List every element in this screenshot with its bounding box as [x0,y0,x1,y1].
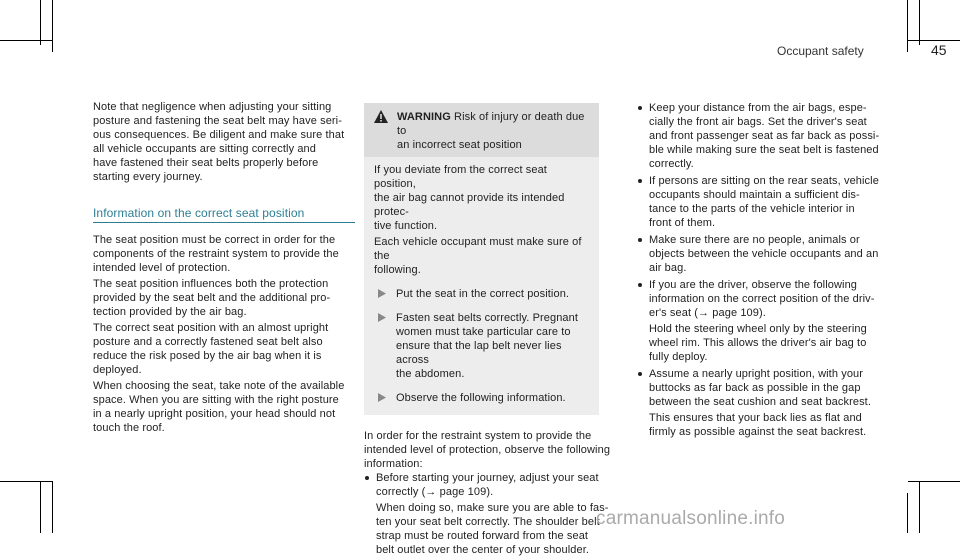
bullet-item: If persons are sitting on the rear seats, vehicle occupants should maintain a sufficient dis- tance to the parts of the vehicle interior in front of them. [637,174,899,230]
bullet-item: Before starting your journey, adjust your seat correctly (→ page 109). When doing so, make sure you are able to fas- ten your seat belt correctly. The shoulder belt strap must be routed forward from the seat belt outlet over the center of your shoulder. [364,471,614,557]
paragraph: In order for the restraint system to provide the intended level of protection, observe the following information: [364,430,611,470]
crop-mark [0,481,52,482]
column-1 [93,100,355,435]
column-2 [364,103,614,557]
subheading: Information on the correct seat position [93,206,355,223]
paragraph: When choosing the seat, take note of the available space. When you are sitting with the right posture in a nearly upright position, your head should not touch the roof. [93,380,345,434]
warning-title: an incorrect seat position [397,139,522,151]
crop-mark [40,0,41,45]
warning-title: Risk of injury or death due to [397,111,585,137]
arrow-icon [378,313,386,322]
warning-label: WARNING [397,111,451,123]
bullet-icon [638,283,642,287]
bullet-icon [638,372,642,376]
crop-mark [52,481,53,533]
paragraph: If you deviate from the correct seat position, the air bag cannot provide its intended protec- tive function. [374,164,565,232]
bullet-icon [365,476,369,480]
step: Put the seat in the correct position. [374,287,589,301]
bullet-item: Make sure there are no people, animals or objects between the vehicle occupants and an air bag. [637,233,899,275]
bullet-item: Assume a nearly upright position, with your buttocks as far back as possible in the gap between the seat cushion and seat backrest. This ensures that your back lies as flat and firmly as possible against the seat backrest. [637,367,899,439]
intro-paragraph: Note that negligence when adjusting your sitting posture and fastening the seat belt may have seri- ous consequences. Be diligent and make sure that all vehicle occupants are sitting correctly and have fastened their seat belts properly before starting every journey. [93,101,345,183]
crop-mark [908,481,960,482]
crop-mark [0,40,52,41]
watermark: carmanualsonline.info [596,508,786,529]
crop-mark [907,493,908,533]
bullet-item: If you are the driver, observe the following information on the correct position of the driv- er's seat (→ page 109). Hold the steering wheel only by the steering wheel rim. This allows the driver's air bag to fully deploy. [637,278,899,364]
arrow-icon [378,393,386,402]
column-3 [637,101,899,439]
crop-mark [40,481,41,533]
warning-icon [374,110,388,123]
page-number: 45 [931,42,947,58]
bullet-icon [638,179,642,183]
crop-mark [919,481,920,533]
step: Observe the following information. [374,391,589,405]
bullet-item: Keep your distance from the air bags, espe- cially the front air bags. Set the driver's seat and front passenger seat as far back as possi- ble while making sure the seat belt is fastened correctly. [637,101,899,171]
crop-mark [907,0,908,52]
step: Fasten seat belts correctly. Pregnant women must take particular care to ensure that the lap belt never lies across the abdomen. [374,311,589,381]
bullet-icon [638,238,642,242]
paragraph: The seat position must be correct in order for the components of the restraint system to provide the intended level of protection. [93,234,339,274]
bullet-icon [638,106,642,110]
paragraph: Each vehicle occupant must make sure of the following. [374,236,582,276]
crop-mark [908,40,960,41]
crop-mark [52,0,53,52]
paragraph: The seat position influences both the protection provided by the seat belt and the additional pro- tection provided by the air bag. [93,278,331,318]
paragraph: The correct seat position with an almost upright posture and a correctly fastened seat belt also reduce the risk posed by the air bag when it is deployed. [93,322,329,376]
warning-body [364,157,599,405]
warning-header [364,103,599,157]
section-header: Occupant safety [777,44,864,58]
arrow-icon [378,289,386,298]
warning-box [364,103,599,415]
crop-mark [919,0,920,45]
